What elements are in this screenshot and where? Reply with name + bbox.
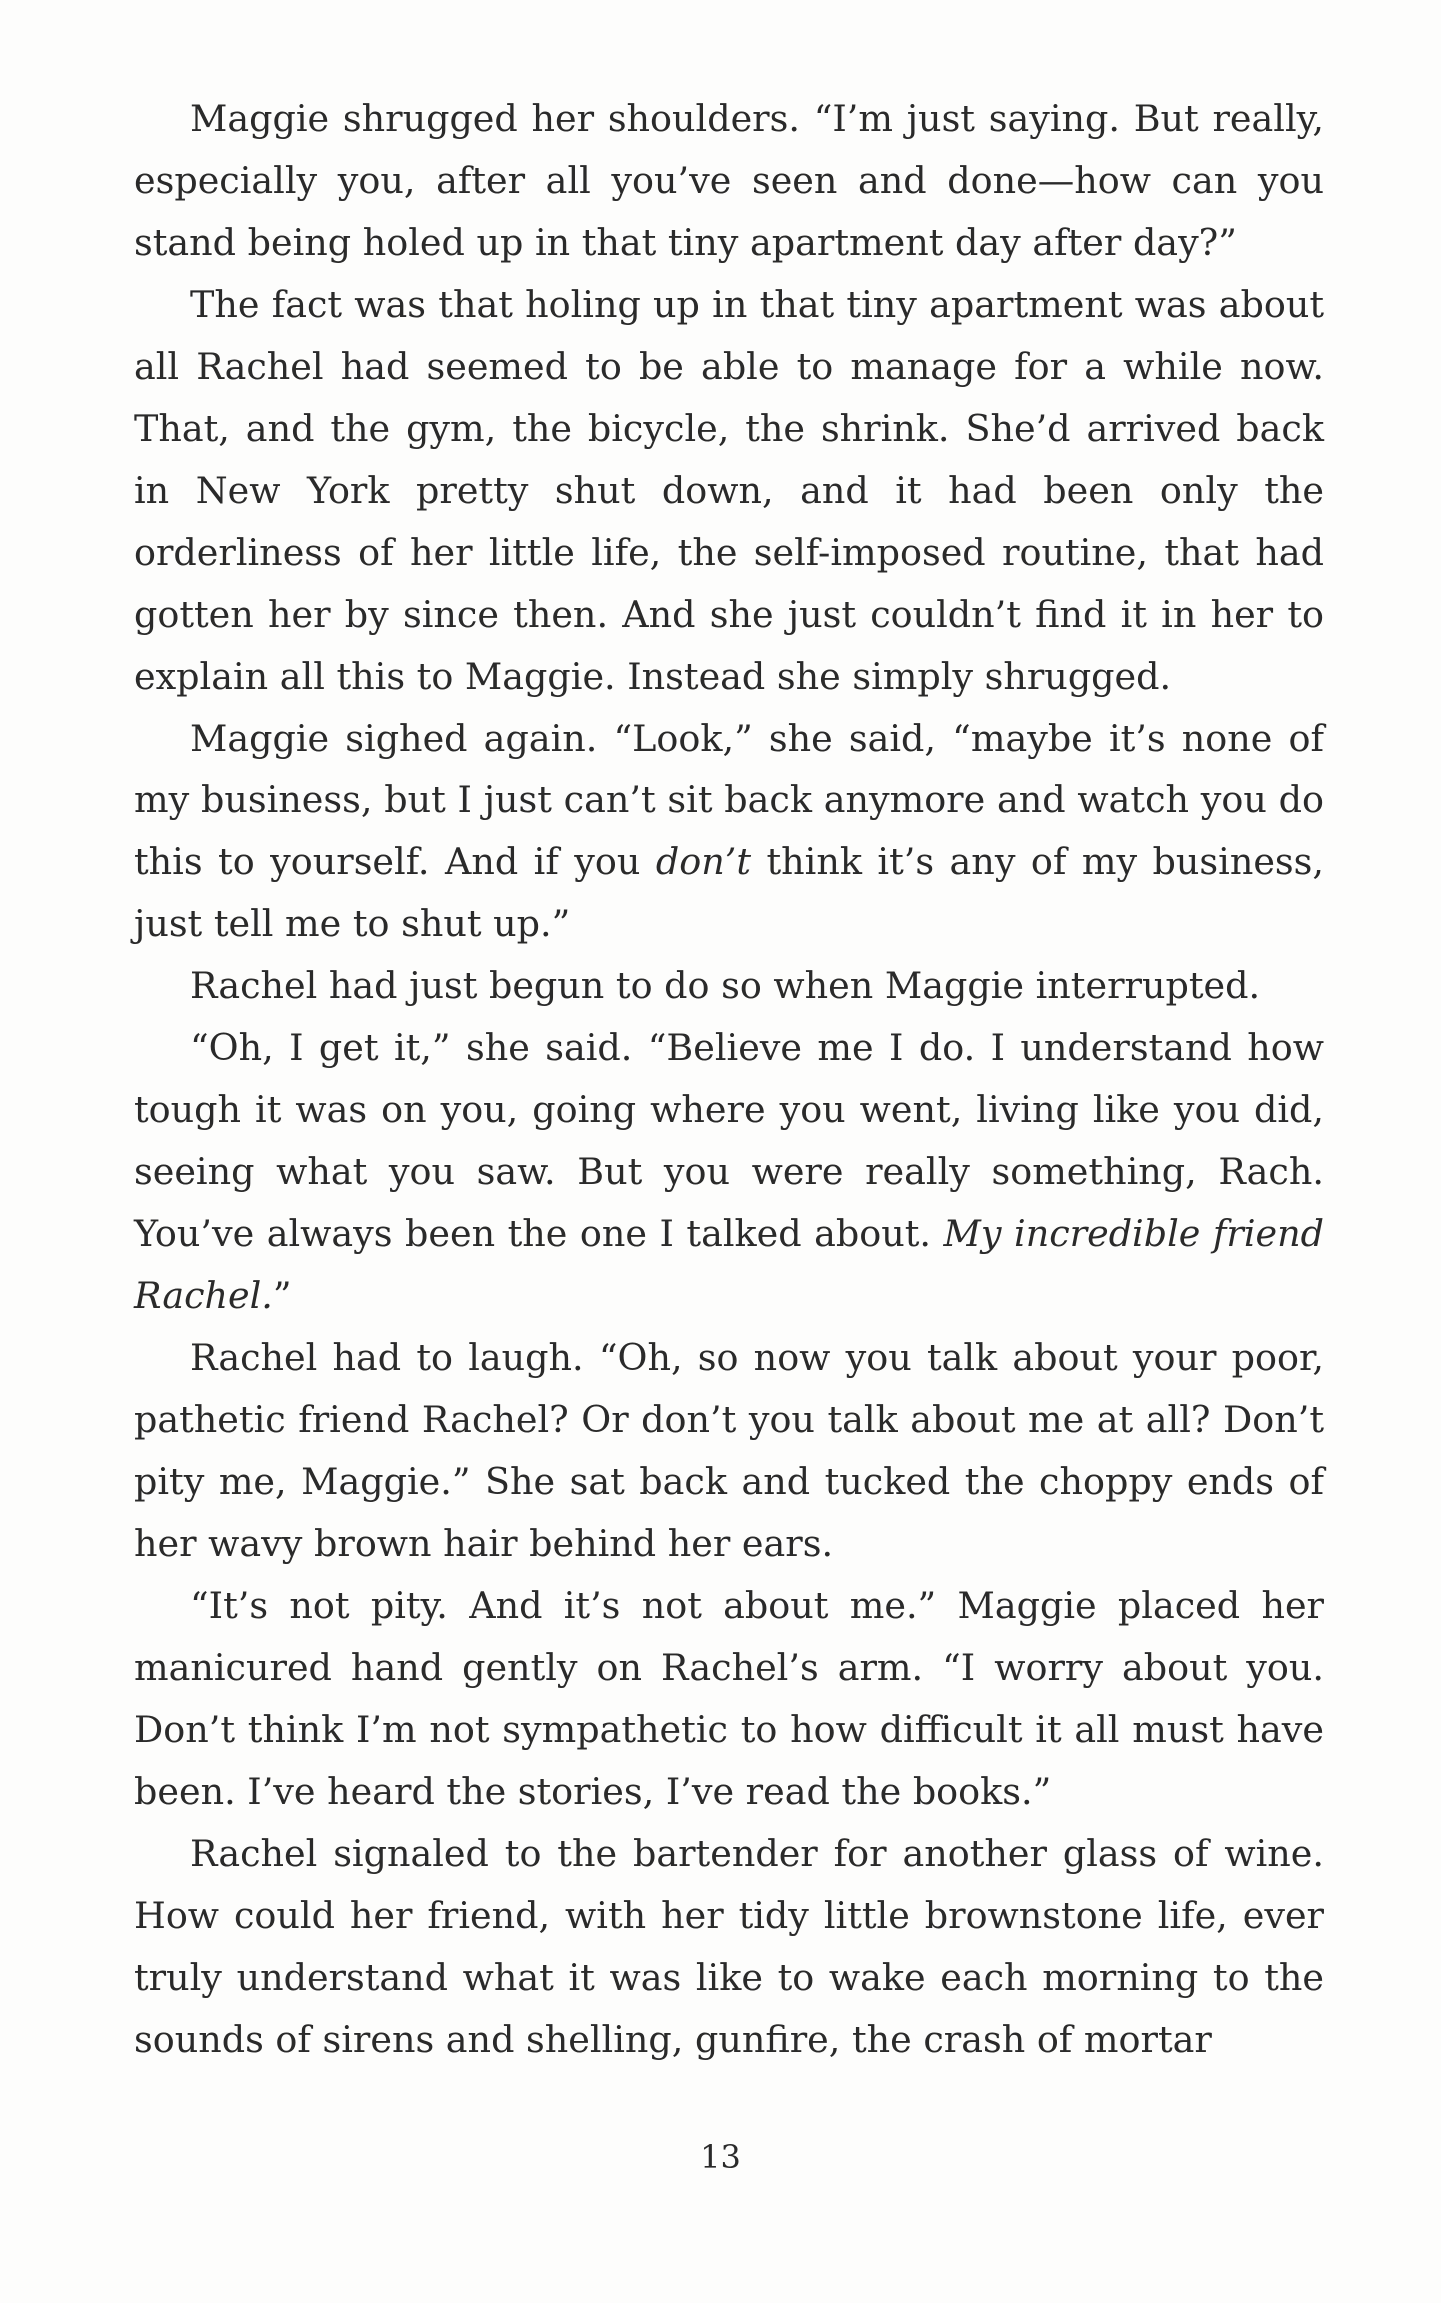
paragraph-text: think it’s any of my business, just tell me to shut up.” — [134, 840, 1324, 946]
paragraph-text: The fact was that holing up in that tiny apartment was about all Rachel had seemed to be able to manage for a while now. That, and the gym, the bicycle, the shrink. She’d arrived back in New York pretty shut down, and it had been only the orderliness of her little life, the self-imposed routine, that had gotten her by since then. And she just couldn’t find it in her to explain all this to Maggie. Instead she simply shrugged. — [134, 282, 1324, 698]
paragraph-text: Maggie shrugged her shoulders. “I’m just saying. But really, especially you, after all you’ve seen and done—how can you stand being holed up in that tiny apartment day after day?” — [134, 97, 1324, 264]
body-text — [134, 88, 1324, 2071]
paragraph-text: “Oh, I get it,” she said. “Believe me I do. I understand how tough it was on you, going where you went, living like you did, seeing what you saw. But you were really something, Rach. You’ve always been the one I talked about. — [134, 1026, 1324, 1256]
paragraph-text: ” — [272, 1274, 292, 1318]
italic-text: don’t — [655, 840, 752, 884]
paragraph — [134, 708, 1324, 956]
paragraph-text: Rachel had to laugh. “Oh, so now you talk about your poor, pathetic friend Rachel? Or don’t you talk about me at all? Don’t pity me, Maggie.” She sat back and tucked the choppy ends of her wavy brown hair behind her ears. — [134, 1336, 1324, 1565]
paragraph — [134, 274, 1324, 708]
page-number: 13 — [700, 2138, 741, 2176]
italic-text: My incredible friend Rachel. — [134, 1212, 1324, 1318]
paragraph — [134, 1017, 1324, 1327]
paragraph — [134, 955, 1324, 1017]
paragraph — [134, 1575, 1324, 1823]
paragraph-text: Maggie sighed again. “Look,” she said, “maybe it’s none of my business, but I just can’t sit back anymore and watch you do this to yourself. And if you — [134, 716, 1324, 884]
paragraph — [134, 1823, 1324, 2071]
paragraph — [134, 88, 1324, 274]
paragraph — [134, 1327, 1324, 1575]
paragraph-text: Rachel had just begun to do so when Maggie interrupted. — [190, 964, 1261, 1008]
paragraph-text: Rachel signaled to the bartender for another glass of wine. How could her friend, with her tidy little brownstone life, ever truly understand what it was like to wake each morning to the sounds of sirens and shelling, gunfire, the crash of mortar — [134, 1831, 1324, 2061]
paragraph-text: “It’s not pity. And it’s not about me.” Maggie placed her manicured hand gently on Rachel’s arm. “I worry about you. Don’t think I’m not sympathetic to how difficult it all must have been. I’ve heard the stories, I’ve read the books.” — [134, 1583, 1324, 1813]
